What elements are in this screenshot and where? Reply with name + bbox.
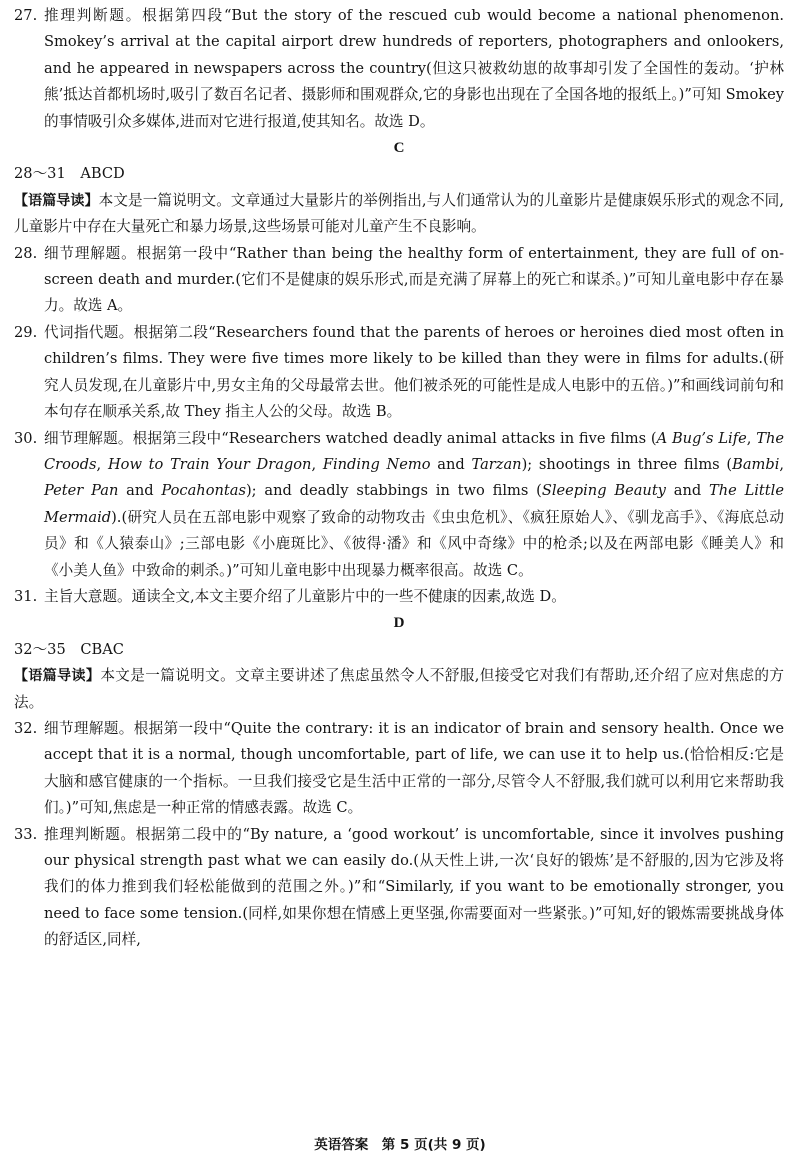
item-number: 27. bbox=[14, 7, 38, 24]
answer-item-32 bbox=[14, 716, 784, 822]
text-part: and bbox=[118, 482, 162, 500]
item-number: 32. bbox=[14, 719, 38, 737]
section-d-answers: 32～35 CBAC bbox=[14, 640, 124, 658]
film-title: Sleeping Beauty bbox=[541, 482, 666, 500]
item-explanation: 细节理解题。根据第一段中“Quite the contrary: it is an indicator of brain and sensory health. Once we accept that it is a normal, though uncomfortable, part of life, we can use it to help us.(恰恰相反:它是大脑和感官健康的一个指标。一旦我们接受它是生活中正常的一部分,尽管令人不舒服,我们就可以利用它来帮助我们。)”可知,焦虑是一种正常的情感表露。故选 C。 bbox=[44, 719, 784, 817]
answer-item-33 bbox=[14, 822, 784, 954]
guide-label: 【语篇导读】 bbox=[14, 668, 101, 685]
item-explanation: 推理判断题。根据第四段“But the story of the rescued cub would become a national phenomenon. Smokey’s arrival at the capital airport drew hundreds of reporters, photographers and onlookers, and he appeared in newspapers across the country(但这只被救幼崽的故事却引发了全国性的轰动。‘护林熊’抵达首都机场时,吸引了数百名记者、摄影师和围观群众,它的身影也出现在了全国各地的报纸上。)”可知 Smokey 的事情吸引众多媒体,进而对它进行报道,使其知名。故选 D。 bbox=[44, 7, 784, 130]
film-title: The Croods bbox=[44, 429, 785, 473]
item-explanation: 推理判断题。根据第二段中的“By nature, a ‘good workout’ is uncomfortable, since it involves pushing our physical strength past what we can easily do.(从天性上讲,一次‘良好的锻炼’是不舒服的,因为它涉及将我们的体力推到我们轻松能做到的范围之外。)”和“Similarly, if you want to be emotionally stronger, you need to face some tension.(同样,如果你想在情感上更坚强,你需要面对一些紧张。)”可知,好的锻炼需要挑战身体的舒适区,同样, bbox=[44, 825, 784, 949]
text-part: 细节理解题。根据第三段中“Researchers watched deadly animal attacks in five films ( bbox=[44, 429, 657, 447]
text-part: , bbox=[746, 429, 757, 447]
film-title: Tarzan bbox=[471, 455, 522, 473]
film-title: Bambi bbox=[732, 455, 780, 473]
film-title: Pocahontas bbox=[161, 482, 246, 500]
page-footer: 英语答案 第 5 页(共 9 页) bbox=[314, 1137, 486, 1153]
text-part: , bbox=[311, 455, 323, 473]
text-part: ).(研究人员在五部电影中观察了致命的动物攻击《虫虫危机》、《疯狂原始人》、《驯龙高手》、《海底总动员》和《人猿泰山》;三部电影《小鹿斑比》、《彼得·潘》和《风中奇缘》中的枪杀;以及在两部电影《睡美人》和《小美人鱼》中致命的刺杀。)”可知儿童电影中出现暴力概率很高。故选 C。 bbox=[44, 508, 784, 579]
text-part: ); shootings in three films ( bbox=[521, 455, 733, 473]
film-title: How to Train Your Dragon bbox=[107, 455, 312, 473]
text-part: and bbox=[430, 455, 472, 473]
film-title: The Little Mermaid bbox=[44, 482, 784, 526]
section-heading-d: D bbox=[393, 615, 405, 632]
section-d-guide bbox=[14, 663, 784, 716]
guide-label: 【语篇导读】 bbox=[14, 192, 99, 209]
item-number: 33. bbox=[14, 825, 38, 843]
answer-item-28 bbox=[14, 241, 784, 320]
item-number: 31. bbox=[14, 587, 38, 605]
section-c-answers: 28～31 ABCD bbox=[14, 165, 125, 183]
item-explanation: 主旨大意题。通读全文,本文主要介绍了儿童影片中的一些不健康的因素,故选 D。 bbox=[44, 587, 566, 605]
film-title: Peter Pan bbox=[44, 482, 119, 500]
section-heading-c: C bbox=[393, 140, 405, 157]
item-explanation: 细节理解题。根据第一段中“Rather than being the healthy form of entertainment, they are full of on-screen death and murder.(它们不是健康的娱乐形式,而是充满了屏幕上的死亡和谋杀。)”可知儿童电影中存在暴力。故选 A。 bbox=[44, 244, 784, 315]
guide-text: 本文是一篇说明文。文章主要讲述了焦虑虽然令人不舒服,但接受它对我们有帮助,还介绍了应对焦虑的方法。 bbox=[14, 667, 784, 711]
answer-item-30 bbox=[14, 426, 784, 584]
guide-text: 本文是一篇说明文。文章通过大量影片的举例指出,与人们通常认为的儿童影片是健康娱乐形式的观念不同,儿童影片中存在大量死亡和暴力场景,这些场景可能对儿童产生不良影响。 bbox=[14, 191, 784, 236]
text-part: and bbox=[665, 482, 709, 500]
answer-item-29 bbox=[14, 320, 784, 426]
text-part: , bbox=[96, 455, 108, 473]
item-number: 30. bbox=[14, 429, 38, 447]
text-part: , bbox=[779, 455, 785, 473]
answer-text-block bbox=[14, 3, 784, 954]
item-number: 28. bbox=[14, 244, 38, 262]
item-explanation: 代词指代题。根据第二段“Researchers found that the parents of heroes or heroines died most often in children’s films. They were five times more likely to be killed than they were in films for adults.(研究人员发现,在儿童影片中,男女主角的父母最常去世。他们被杀死的可能性是成人电影中的五倍。)”和画线词前句和本句存在顺承关系,故 They 指主人公的父母。故选 B。 bbox=[44, 323, 784, 421]
answer-item-31 bbox=[14, 584, 784, 610]
text-part: ); and deadly stabbings in two films ( bbox=[245, 482, 542, 500]
item-number: 29. bbox=[14, 323, 38, 341]
film-title: A Bug’s Life bbox=[656, 429, 747, 447]
film-title: Finding Nemo bbox=[322, 455, 431, 473]
section-c-guide bbox=[14, 188, 784, 241]
answer-item-27 bbox=[14, 3, 784, 135]
item-explanation bbox=[44, 426, 784, 584]
